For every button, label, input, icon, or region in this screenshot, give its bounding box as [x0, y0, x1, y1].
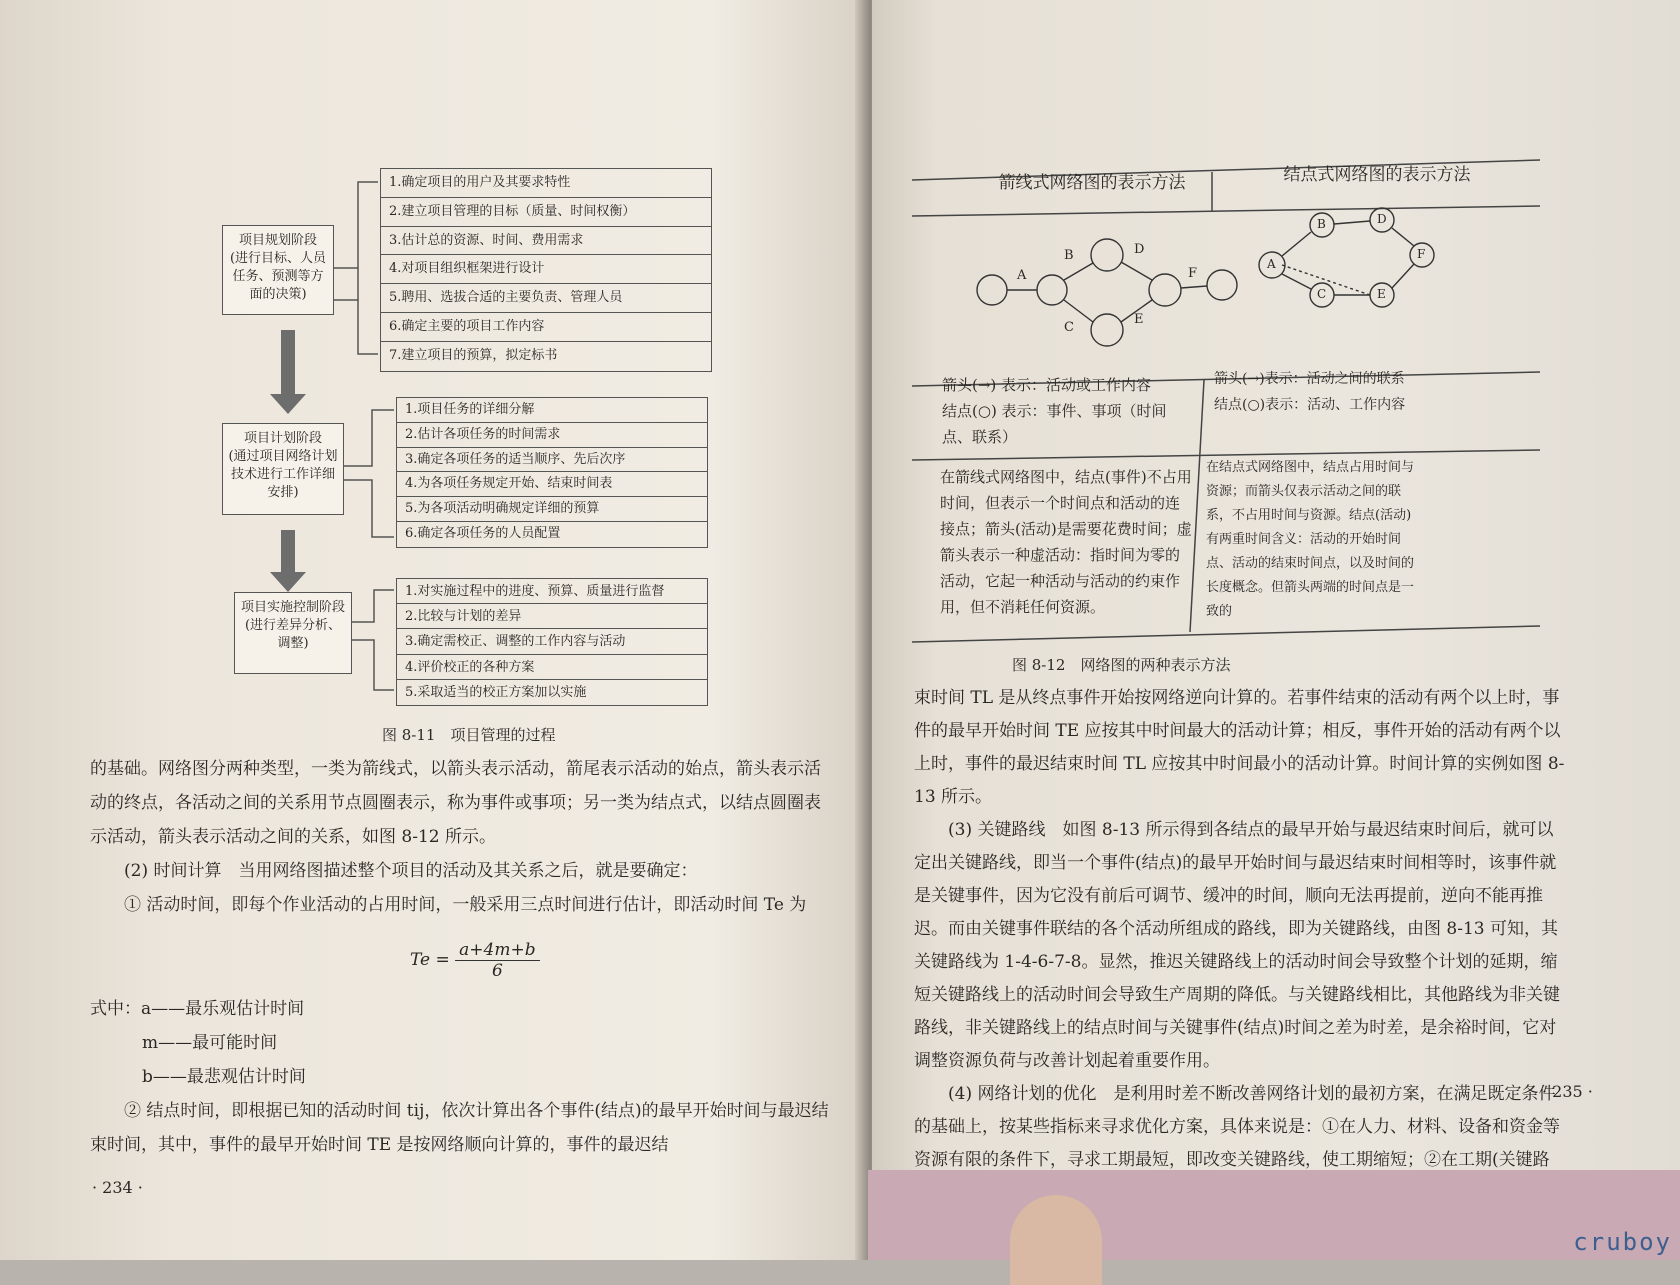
paragraph: ② 结点时间，即根据已知的活动时间 tij，依次计算出各个事件(结点)的最早开始时间与最迟结束时间，其中，事件的最早开始时间 TE 是按网络顺向计算的，事件的最迟结 [90, 1101, 829, 1155]
paragraph: ① 活动时间，即每个作业活动的占用时间，一般采用三点时间进行估计，即活动时间 Te 为 [124, 895, 807, 915]
page-number-right: · 235 · [1542, 1082, 1593, 1101]
legend-line: 式中：a——最乐观估计时间 [90, 999, 305, 1019]
paragraph: (4) 网络计划的优化 是利用时差不断改善网络计划的最初方案，在满足既定条件的基础上，按某些指标来寻求优化方案，具体来说是：①在人力、材料、设备和资金等资源有限的条件下，寻求工期最短，即改变关键路线，使工期缩短；②在工期(关键路 [914, 1084, 1560, 1170]
stage1-task-list [380, 168, 712, 372]
stage-scheduling-box: 项目计划阶段 (通过项目网络计划技术进行工作详细安排) [222, 423, 344, 515]
arrow-down-1 [281, 330, 295, 396]
task-item: 2.比较与计划的差异 [397, 604, 707, 629]
arrow-label-b: B [1064, 248, 1074, 263]
legend-left-cell: 箭头(→) 表示：活动或工作内容 结点(○) 表示：事件、事项（时间点、联系） [942, 376, 1167, 446]
node-label-b: B [1317, 217, 1326, 231]
legend-line: b——最悲观估计时间 [142, 1067, 306, 1087]
task-item: 1.项目任务的详细分解 [397, 398, 707, 423]
arrow-label-a: A [1017, 268, 1027, 283]
arrow-down-2 [281, 530, 295, 574]
left-body-text-2 [90, 1094, 835, 1162]
node-label-f: F [1417, 247, 1426, 261]
formula-denominator: 6 [491, 961, 503, 981]
right-body-text [914, 682, 1568, 1243]
arrow-label-d: D [1134, 242, 1145, 257]
node-label-d: D [1377, 212, 1387, 226]
task-item: 4.为各项任务规定开始、结束时间表 [397, 472, 707, 497]
node-label-e: E [1377, 287, 1386, 301]
task-item: 1.确定项目的用户及其要求特性 [381, 169, 711, 198]
task-item: 6.确定主要的项目工作内容 [381, 313, 711, 342]
task-item: 3.确定各项任务的适当顺序、先后次序 [397, 448, 707, 473]
stage3-task-list [396, 578, 708, 706]
task-item: 6.确定各项任务的人员配置 [405, 525, 561, 541]
paragraph: 束时间 TL 是从终点事件开始按网络逆向计算的。若事件结束的活动有两个以上时，事件的最早开始时间 TE 应按其中时间最大的活动计算；相反，事件开始的活动有两个以上时，事件的最迟结束时间 TL 应按其中时间最小的活动计算。时间计算的实例如图 8-13 所示。 [914, 688, 1565, 807]
formula-te [410, 940, 540, 981]
arrow-network [977, 239, 1237, 346]
figure-8-12-header-left: 箭线式网络图的表示方法 [998, 173, 1186, 193]
left-body-text [90, 752, 835, 922]
node-label-a: A [1267, 257, 1276, 271]
formula-fraction [455, 940, 539, 981]
arrow-label-f: F [1188, 266, 1198, 281]
background-cloth [868, 1170, 1680, 1260]
task-item: 2.建立项目管理的目标（质量、时间权衡） [381, 198, 711, 227]
paragraph: (2) 时间计算 当用网络图描述整个项目的活动及其关系之后，就是要确定： [124, 861, 698, 881]
figure-8-12-header-right: 结点式网络图的表示方法 [1283, 165, 1471, 185]
formula-lhs: Te = [410, 950, 450, 970]
task-item: 5.为各项活动明确规定详细的预算 [397, 497, 707, 522]
stage-planning-box: 项目规划阶段 (进行目标、人员任务、预测等方面的决策) [222, 225, 334, 315]
stage2-task-list [396, 397, 708, 548]
stage-control-box: 项目实施控制阶段 (进行差异分析、调整) [234, 592, 352, 674]
figure-8-12-caption: 图 8-12 网络图的两种表示方法 [1012, 656, 1231, 674]
task-item: 4.评价校正的各种方案 [397, 655, 707, 680]
task-item: 3.估计总的资源、时间、费用需求 [381, 227, 711, 256]
finger [1010, 1195, 1102, 1285]
watermark: cruboy [1573, 1228, 1672, 1256]
task-item: 2.估计各项任务的时间需求 [397, 423, 707, 448]
page-number-left: · 234 · [92, 1178, 143, 1197]
formula-legend [90, 992, 306, 1094]
legend-right-cell: 箭头(→)表示：活动之间的联系 结点(○)表示：活动、工作内容 [1214, 371, 1406, 413]
legend-line: m——最可能时间 [142, 1033, 278, 1053]
task-item: 4.对项目组织框架进行设计 [381, 255, 711, 284]
task-item: 1.对实施过程中的进度、预算、质量进行监督 [397, 579, 707, 604]
task-item: 7.建立项目的预算，拟定标书 [389, 347, 558, 363]
paragraph: (3) 关键路线 如图 8-13 所示得到各结点的最早开始与最迟结束时间后，就可以定出关键路线，即当一个事件(结点)的最早开始时间与最迟结束时间相等时，该事件就是关键事件，因为它没有前后可调节、缓冲的时间，顺向无法再提前，逆向不能再推迟。而由关键事件联结的各个活动所组成的路线，即为关键路线，由图 8-13 可知，其关键路线为 1-4-6-7-8。显然，推迟关键路线上的活动时间会导致整个计划的延期，缩短关键路线上的活动时间会导致生产周期的降低。与关键路线相比，其他路线为非关键路线，非关键路线上的结点时间与关键事件(结点)时间之差为时差，是余裕时间，它对调整资源负荷与改善计划起着重要作用。 [914, 820, 1560, 1071]
arrow-label-e: E [1134, 312, 1144, 327]
right-page [872, 0, 1680, 1260]
node-label-c: C [1317, 287, 1327, 301]
task-item: 5.聘用、选拔合适的主要负责、管理人员 [381, 284, 711, 313]
task-item: 3.确定需校正、调整的工作内容与活动 [397, 629, 707, 654]
paragraph: 的基础。网络图分两种类型，一类为箭线式，以箭头表示活动，箭尾表示活动的始点，箭头表示活动的终点，各活动之间的关系用节点圆圈表示，称为事件或事项；另一类为结点式，以结点圆圈表示活动，箭头表示活动之间的关系，如图 8-12 所示。 [90, 759, 821, 847]
node-network [1259, 208, 1434, 307]
desc-left-cell: 在箭线式网络图中，结点(事件)不占用时间，但表示一个时间点和活动的连接点；箭头(活动)是需要花费时间；虚箭头表示一种虚活动：指时间为零的活动，它起一种活动与活动的约束作用，但不消耗任何资源。 [940, 468, 1192, 616]
arrow-label-c: C [1064, 320, 1074, 335]
desc-right-cell: 在结点式网络图中，结点占用时间与资源；而箭头仅表示活动之间的联系，不占用时间与资源。结点(活动)有两重时间含义：活动的开始时间点、活动的结束时间点，以及时间的长度概念。但箭头两端的时间点是一致的 [1206, 460, 1415, 619]
formula-numerator: a+4m+b [455, 940, 539, 961]
task-item: 5.采取适当的校正方案加以实施 [405, 684, 587, 700]
figure-8-11-caption: 图 8-11 项目管理的过程 [382, 726, 556, 744]
